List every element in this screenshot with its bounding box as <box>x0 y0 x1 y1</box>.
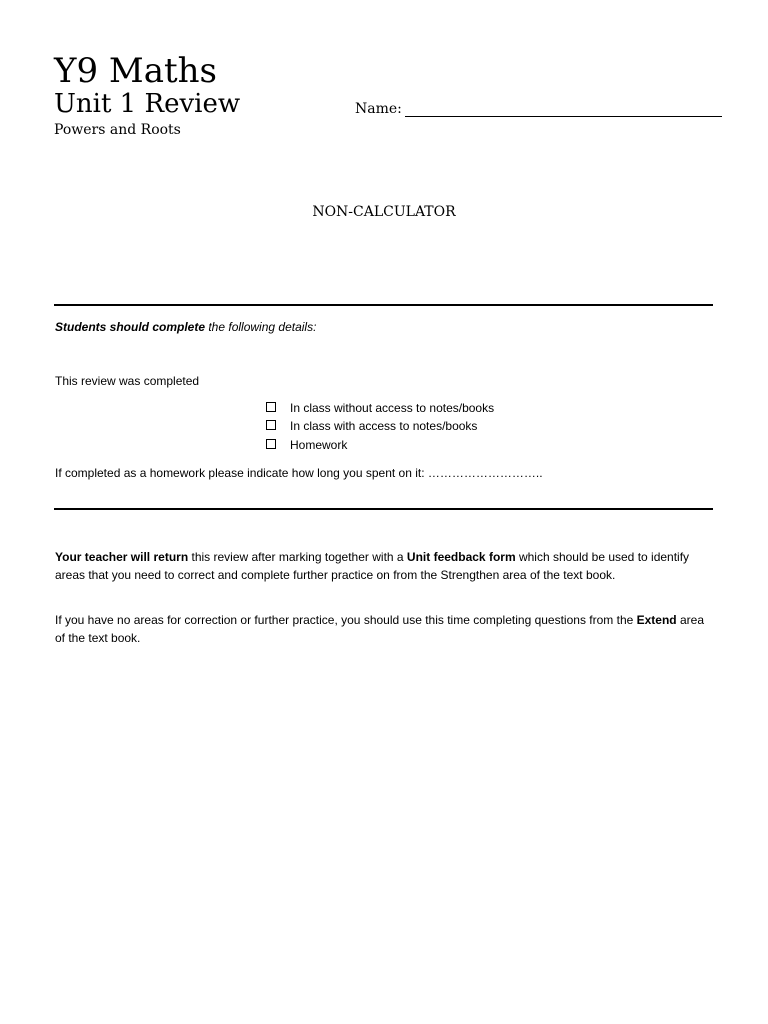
extend-text-1: If you have no areas for correction or further practice, you should use this time completing questions from the <box>55 613 637 627</box>
option-homework[interactable] <box>266 437 347 453</box>
extend-bold: Extend <box>636 613 677 627</box>
feedback-paragraph <box>55 549 715 584</box>
students-instruction-bold: Students should complete <box>55 320 206 334</box>
option-label: In class with access to notes/books <box>290 419 478 433</box>
extend-paragraph <box>55 612 715 647</box>
checkbox-icon[interactable] <box>266 402 276 412</box>
option-with-notes[interactable] <box>266 418 477 434</box>
feedback-text-1: this review after marking together with a <box>188 550 407 564</box>
document-title: Y9 Maths <box>54 51 217 91</box>
name-label: Name: <box>355 101 402 117</box>
option-without-notes[interactable] <box>266 400 494 416</box>
extend-text-2: area of the text book. <box>55 613 704 645</box>
non-calculator-label: NON-CALCULATOR <box>312 204 456 220</box>
completed-label: This review was completed <box>55 374 200 388</box>
unit-title: Unit 1 Review <box>54 89 241 119</box>
checkbox-icon[interactable] <box>266 420 276 430</box>
homework-time-prompt: If completed as a homework please indicate how long you spent on it: ……………………….. <box>55 466 543 480</box>
feedback-bold-2: Unit feedback form <box>406 550 516 564</box>
checkbox-icon[interactable] <box>266 439 276 449</box>
students-instruction-rest: the following details: <box>205 320 317 334</box>
feedback-bold-1: Your teacher will return <box>55 550 189 564</box>
divider-top <box>54 304 713 306</box>
divider-bottom <box>54 508 713 510</box>
feedback-text-2: which should be used to identify areas that you need to correct and complete further practice on from the Strengthen area of the text book. <box>55 550 690 582</box>
option-label: In class without access to notes/books <box>290 401 495 415</box>
option-label: Homework <box>290 438 348 452</box>
students-instruction <box>55 319 316 335</box>
topic-subtitle: Powers and Roots <box>54 122 181 138</box>
name-field-line[interactable] <box>405 116 722 117</box>
